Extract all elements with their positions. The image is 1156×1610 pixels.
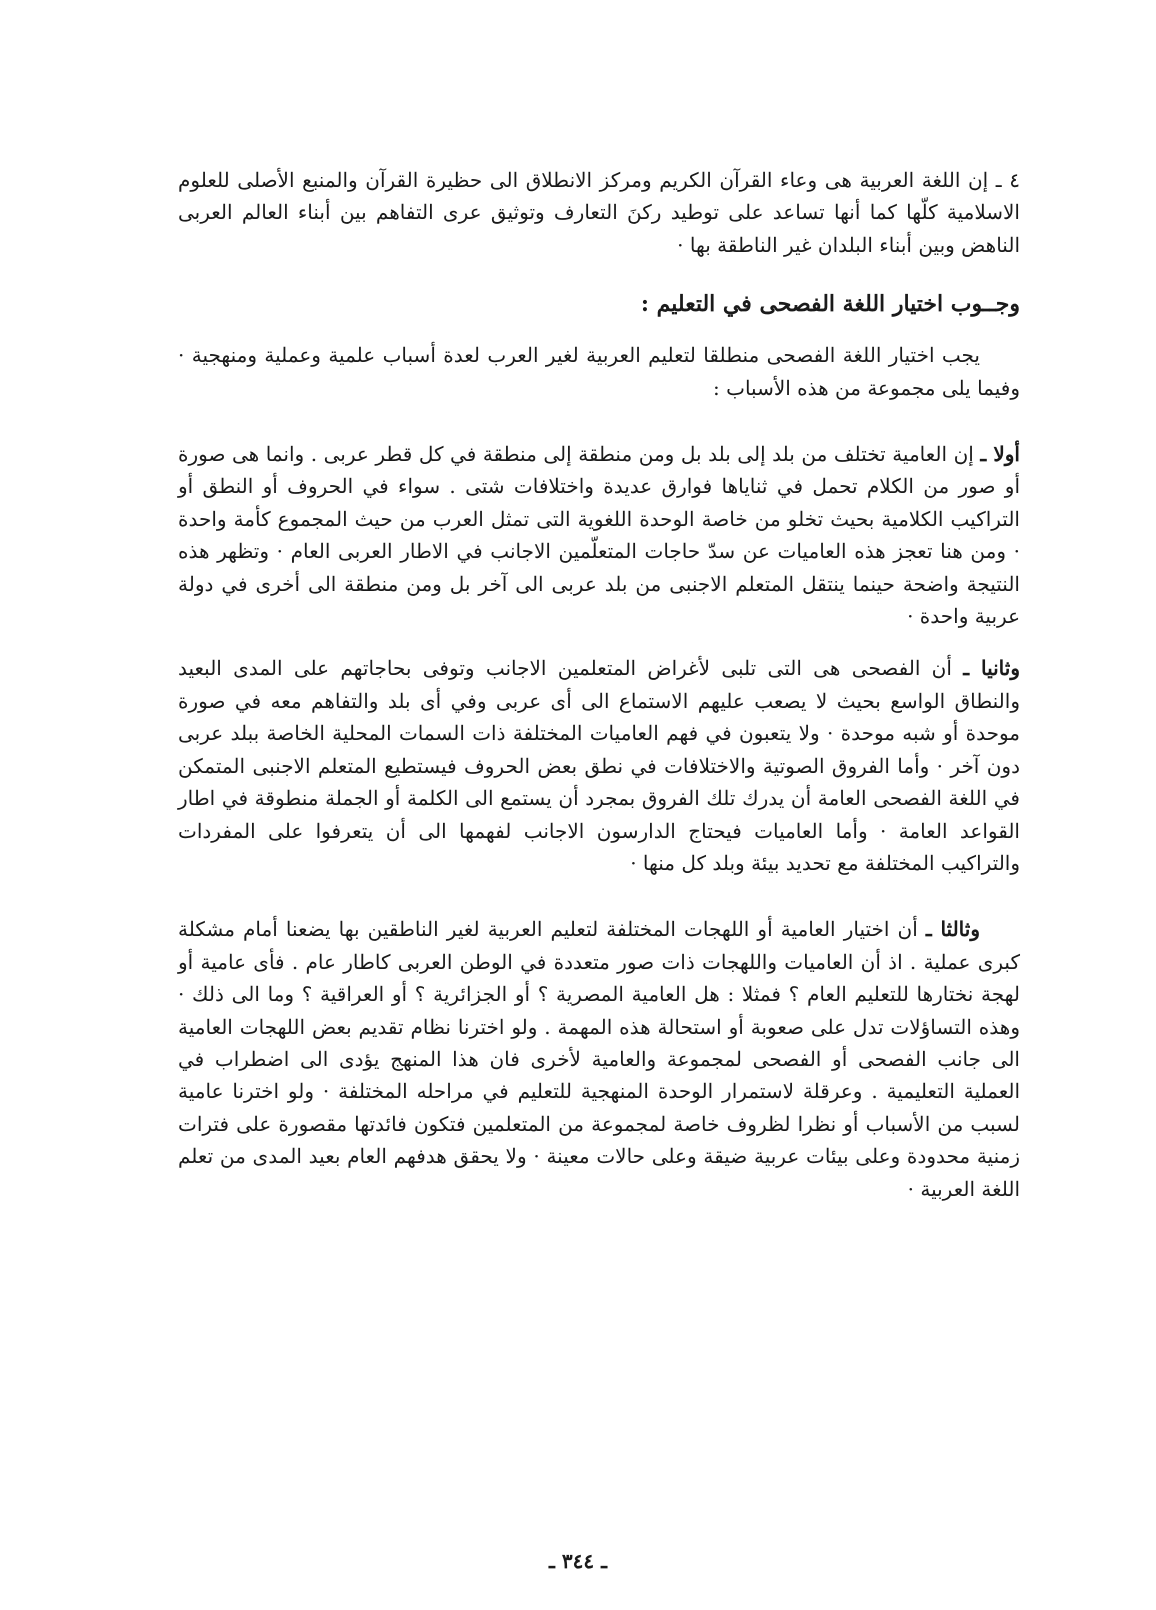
paragraph-4: ٤ ـ إن اللغة العربية هى وعاء القرآن الكريم ومركز الانطلاق الى حظيرة القرآن والمنبع الأصلى للعلوم الاسلامية كلّها كما أنها تساعد على توطيد ركنَ التعارف وتوثيق عرى التفاهم بين أبناء العالم العربى الناهض وبين أبناء البلدان غير الناطقة بها · — [178, 168, 1020, 257]
third-reason-paragraph — [178, 913, 1020, 1205]
spacer — [178, 879, 1020, 913]
first-reason-paragraph — [178, 438, 1020, 632]
page-body — [178, 164, 1020, 1205]
third-reason-text: أن اختيار العامية أو اللهجات المختلفة لتعليم العربية لغير الناطقين بها يضعنا أمام مشكلة كبرى عملية . اذ أن العاميات واللهجات ذات صور متعددة في الوطن العربى كاطار عام . فأى عامية أو لهجة نختارها للتعليم العام ؟ فمثلا : هل العامية المصرية ؟ أو الجزائرية ؟ أو العراقية ؟ وما الى ذلك · وهذه التساؤلات تدل على صعوبة أو استحالة هذه المهمة . ولو اخترنا نظام تقديم بعض اللهجات العامية الى جانب الفصحى أو الفصحى لمجموعة والعامية لأخرى فان هذا المنهج يؤدى الى اضطراب في العملية التعليمية . وعرقلة لاستمرار الوحدة المنهجية للتعليم في مراحله المختلفة · ولو اخترنا عامية لسبب من الأسباب أو نظرا لظروف خاصة لمجموعة من المتعلمين فتكون فائدتها مقصورة على فترات زمنية محدودة وعلى بيئات عربية ضيقة وعلى حالات معينة · ولا يحقق هدفهم العام بعيد المدى من تعلم اللغة العربية · — [178, 917, 1020, 1201]
section-heading: وجــوب اختيار اللغة الفصحى في التعليم : — [640, 291, 1020, 318]
second-reason-lead: وثانيا ـ — [963, 656, 1020, 681]
second-reason-text: أن الفصحى هى التى تلبى لأغراض المتعلمين الاجانب وتوفى بحاجاتهم على المدى البعيد والنطاق الواسع بحيث لا يصعب عليهم الاستماع الى أى عربى وفي أى بلد والتفاهم معه في صورة موحدة أو شبه موحدة · ولا يتعبون في فهم العاميات المختلفة ذات السمات المحلية الخاصة ببلد عربى دون آخر · وأما الفروق الصوتية والاختلافات في نطق بعض الحروف فيستطيع المتعلم الاجنبى المتمكن في اللغة الفصحى العامة أن يدرك تلك الفروق بمجرد أن يستمع الى الكلمة أو الجملة منطوقة في اطار القواعد العامة · وأما العاميات فيحتاج الدارسون الاجانب لفهمها الى أن يتعرفوا على المفردات والتراكيب المختلفة مع تحديد بيئة وبلد كل منها · — [178, 656, 1020, 875]
spacer — [178, 261, 1020, 275]
first-reason-lead: أولا ـ — [980, 442, 1020, 467]
intro-paragraph: يجب اختيار اللغة الفصحى منطلقا لتعليم العربية لغير العرب لعدة أسباب علمية وعملية ومنهجية · وفيما يلى مجموعة من هذه الأسباب : — [178, 343, 1020, 400]
third-reason-lead: وثالثا ـ — [925, 917, 980, 942]
second-reason-paragraph — [178, 652, 1020, 879]
spacer — [178, 632, 1020, 652]
spacer — [178, 404, 1020, 438]
page-number: ـ ٣٤٤ ـ — [549, 1549, 607, 1573]
first-reason-text: إن العامية تختلف من بلد إلى بلد بل ومن منطقة إلى منطقة في كل قطر عربى . وانما هى صورة أو صور من الكلام تحمل في ثناياها فوارق عديدة واختلافات شتى . سواء في الحروف أو النطق أو التراكيب الكلامية بحيث تخلو من خاصة الوحدة اللغوية التى تمثل العرب من حيث المجموع كأمة واحدة · ومن هنا تعجز هذه العاميات عن سدّ حاجات المتعلّمين الاجانب في الاطار العربى العام · وتظهر هذه النتيجة واضحة حينما ينتقل المتعلم الاجنبى من بلد عربى الى آخر بل ومن منطقة الى أخرى في دولة عربية واحدة · — [178, 442, 1021, 629]
